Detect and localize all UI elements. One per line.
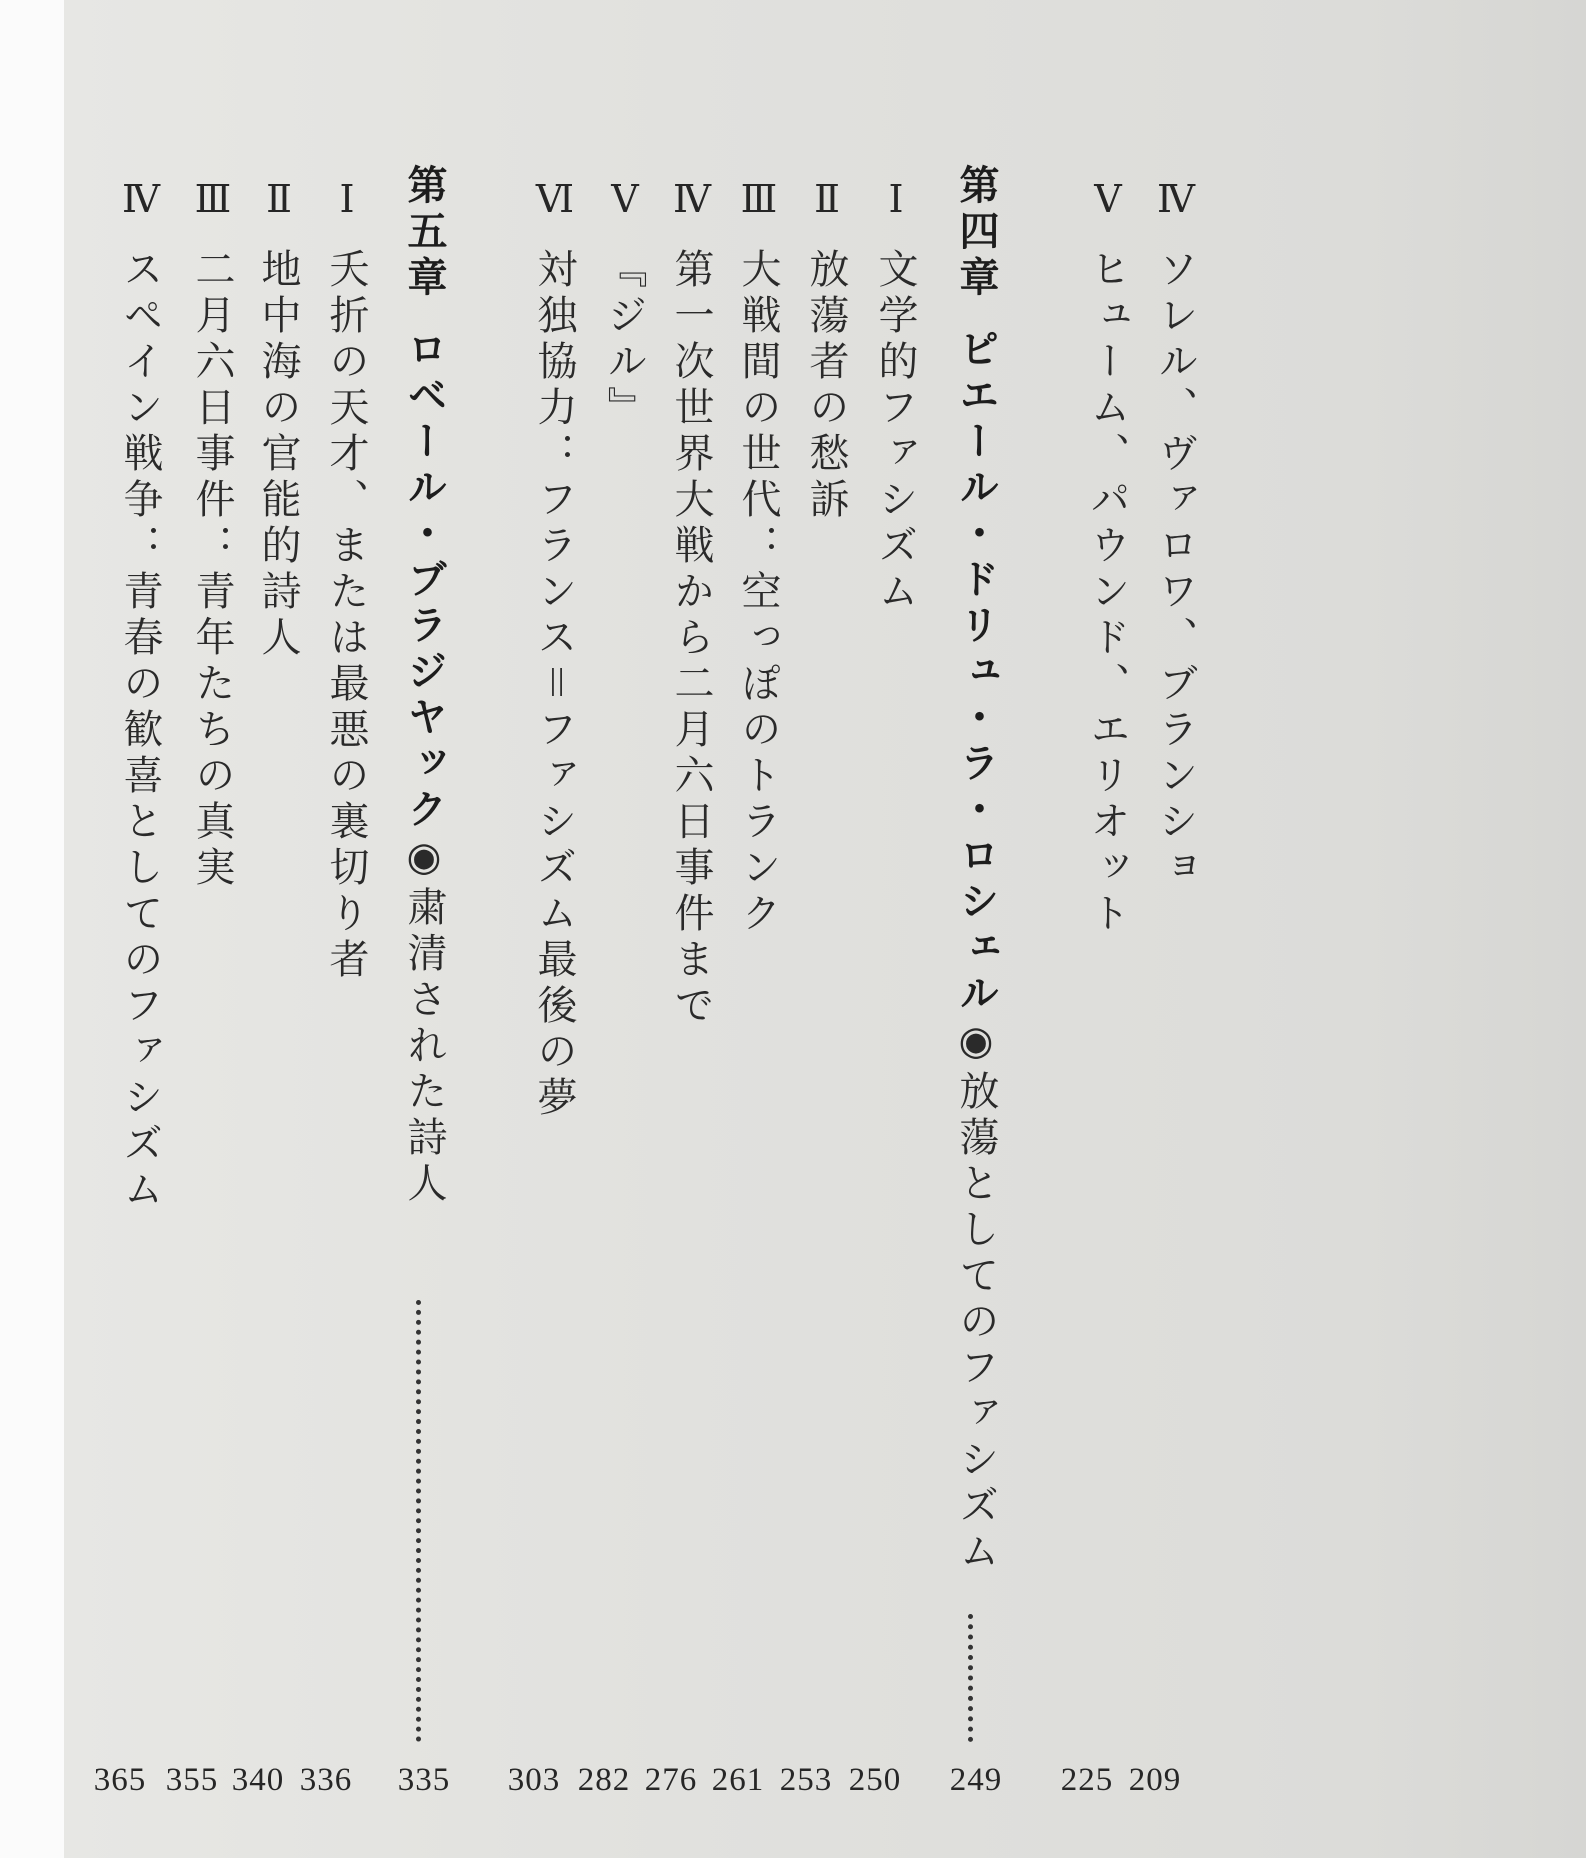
page-number: 365 (93, 1762, 147, 1798)
page-number: 209 (1128, 1762, 1182, 1798)
toc-entry (110, 170, 170, 1214)
page-number: 303 (507, 1762, 561, 1798)
chapter-title: ピエール・ドリュ・ラ・ロシェル (953, 328, 999, 1018)
page-number: 340 (231, 1762, 285, 1798)
section-number: Ⅵ (535, 179, 573, 221)
toc-page (64, 0, 1586, 1858)
section-number: Ⅳ (1157, 179, 1193, 221)
section-number: Ⅱ (814, 179, 838, 221)
page-number: 335 (397, 1762, 451, 1798)
section-title: 放蕩者の愁訴 (803, 248, 849, 524)
chapter-subtitle: ◉粛清された詩人 (401, 834, 447, 1208)
section-title: 第一次世界大戦から二月六日事件まで (668, 248, 714, 1030)
toc-entry (316, 170, 376, 984)
section-number: Ⅲ (740, 179, 776, 221)
toc-entry (661, 170, 721, 1030)
page-number: 250 (848, 1762, 902, 1798)
page-number: 261 (711, 1762, 765, 1798)
chapter-title: ロベール・ブラジヤック (401, 328, 447, 834)
section-title: ヒューム、パウンド、エリオット (1084, 248, 1130, 938)
page-number: 336 (299, 1762, 353, 1798)
section-number: Ⅲ (194, 179, 230, 221)
toc-entry (1077, 170, 1137, 938)
section-number: Ⅰ (888, 179, 902, 221)
toc-entry (865, 170, 925, 616)
toc-entry (182, 170, 242, 892)
chapter-label: 第四章 (953, 164, 999, 302)
toc-entry (594, 170, 654, 432)
toc-entry (248, 170, 308, 662)
section-number: Ⅳ (122, 179, 158, 221)
section-title: 二月六日事件：青年たちの真実 (189, 248, 235, 892)
section-number: Ⅴ (1094, 179, 1120, 221)
section-number: Ⅳ (673, 179, 709, 221)
chapter-heading (946, 164, 1006, 1576)
section-title: ソレル、ヴァロワ、ブランショ (1152, 248, 1198, 892)
page-number: 276 (644, 1762, 698, 1798)
section-number: Ⅱ (266, 179, 290, 221)
section-title: 『ジル』 (601, 248, 647, 432)
section-title: 地中海の官能的詩人 (255, 248, 301, 662)
page-number: 253 (779, 1762, 833, 1798)
toc-entry (728, 170, 788, 938)
toc-entry (796, 170, 856, 524)
dot-leader (416, 1300, 427, 1742)
section-title: 対独協力：フランス＝ファシズム最後の夢 (531, 248, 577, 1122)
page-number: 282 (577, 1762, 631, 1798)
page-number: 249 (949, 1762, 1003, 1798)
chapter-title-text (394, 164, 454, 1208)
chapter-heading (394, 164, 454, 1208)
page-margin-strip (0, 0, 64, 1858)
chapter-label: 第五章 (401, 164, 447, 302)
section-number: Ⅴ (611, 179, 637, 221)
page-number: 355 (165, 1762, 219, 1798)
toc-entry (1145, 170, 1205, 892)
section-number: Ⅰ (339, 179, 353, 221)
page-number: 225 (1060, 1762, 1114, 1798)
section-title: 大戦間の世代：空っぽのトランク (735, 248, 781, 938)
section-title: スペイン戦争：青春の歓喜としてのファシズム (117, 248, 163, 1214)
chapter-subtitle: ◉放蕩としてのファシズム (953, 1018, 999, 1576)
dot-leader (968, 1614, 979, 1742)
toc-entry (524, 170, 584, 1122)
section-title: 夭折の天才、または最悪の裏切り者 (323, 248, 369, 984)
section-title: 文学的ファシズム (872, 248, 918, 616)
chapter-title-text (946, 164, 1006, 1576)
